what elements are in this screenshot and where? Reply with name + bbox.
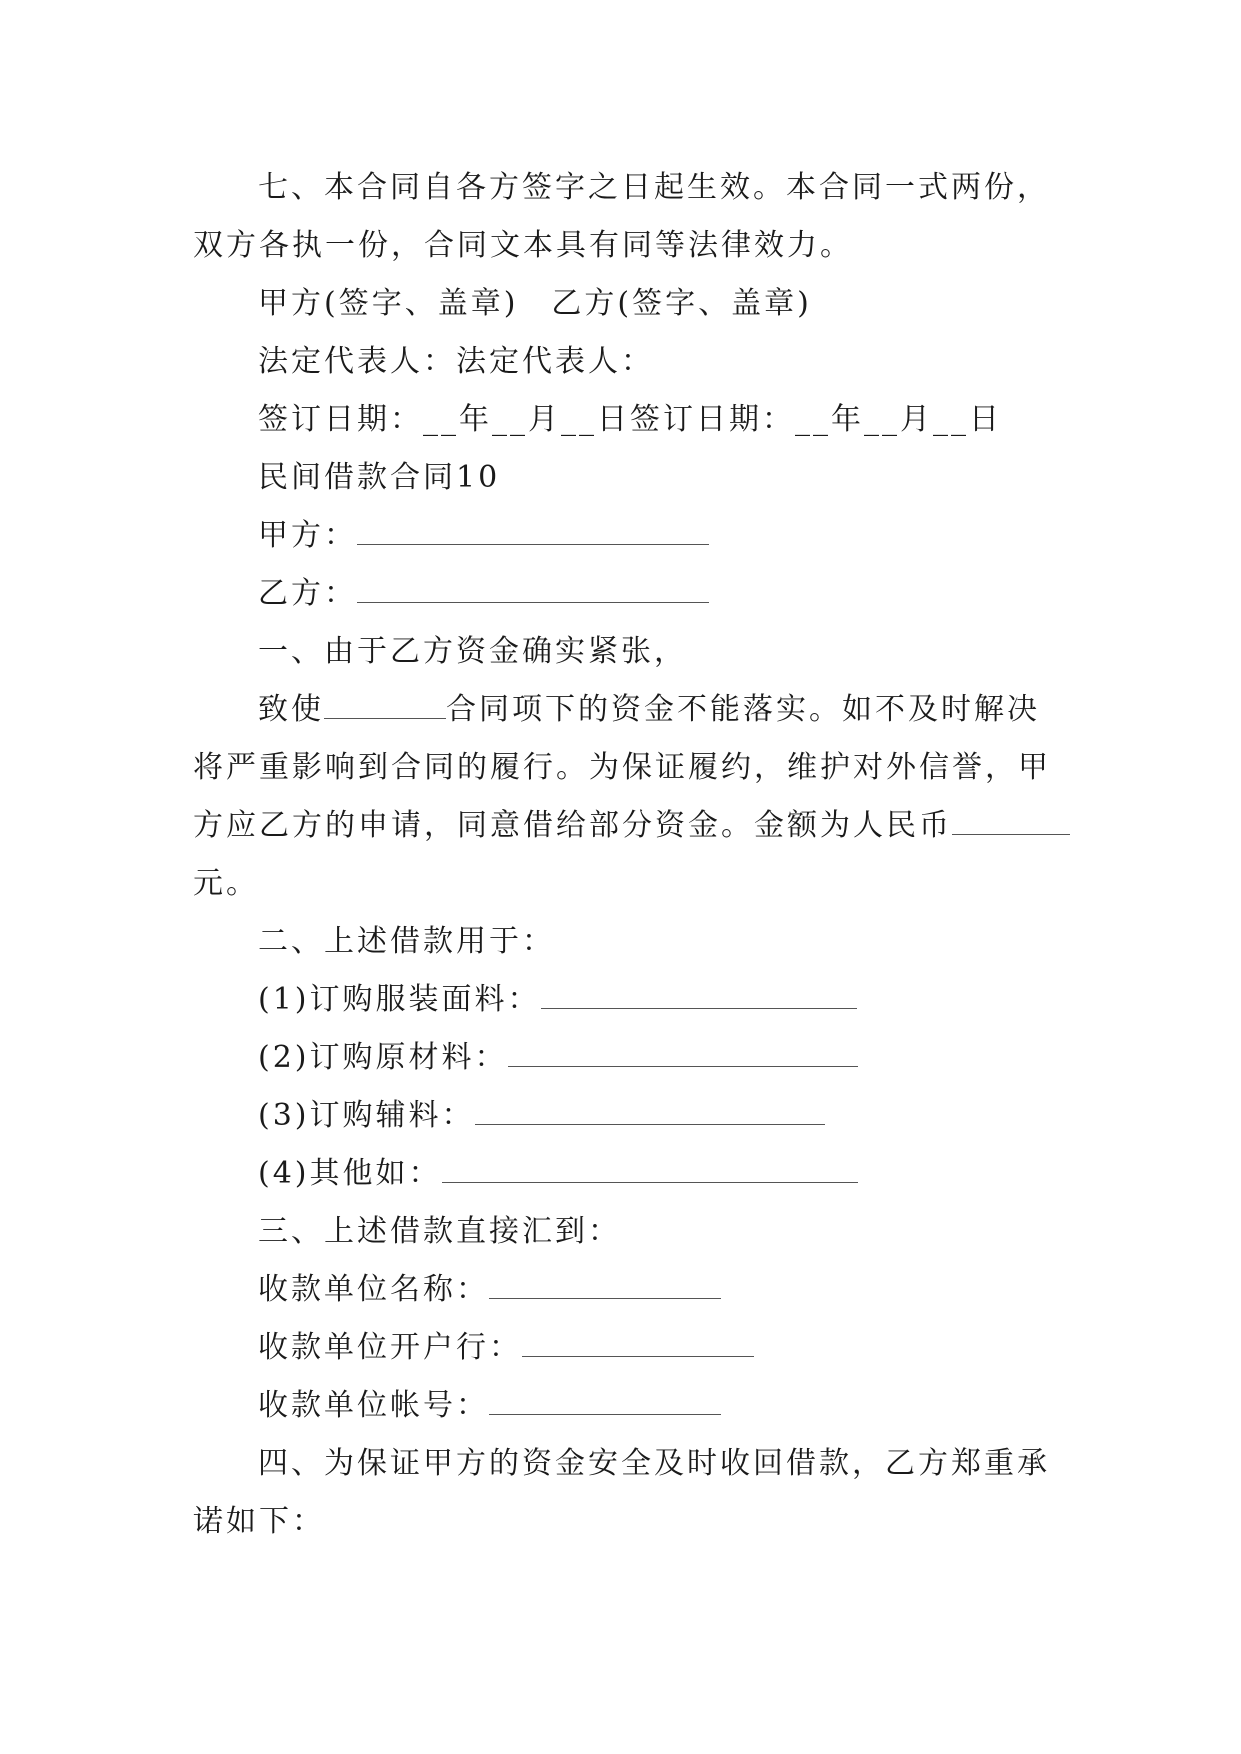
use-3-label: (3)订购辅料： <box>258 1098 475 1133</box>
payee-account-label: 收款单位帐号： <box>258 1388 489 1423</box>
party-a-label: 甲方： <box>258 518 357 553</box>
signature-parties: 甲方(签字、盖章) 乙方(签字、盖章) <box>258 286 812 321</box>
contract-title: 民间借款合同10 <box>258 460 501 495</box>
clause-1-line-1: 一、由于乙方资金确实紧张， <box>258 634 687 669</box>
party-b-label: 乙方： <box>258 576 357 611</box>
party-b-row <box>258 574 709 614</box>
clause-1-suffix: 合同项下的资金不能落实。如不及时解决 <box>446 692 1040 727</box>
use-1-blank <box>541 982 857 1009</box>
payee-name-row <box>258 1270 721 1310</box>
use-2-label: (2)订购原材料： <box>258 1040 508 1075</box>
use-1-row <box>258 980 857 1020</box>
use-3-blank <box>475 1098 825 1125</box>
use-4-blank <box>442 1156 858 1183</box>
signing-dates: 签订日期：__年__月__日签订日期：__年__月__日 <box>258 402 1002 437</box>
use-4-row <box>258 1154 858 1194</box>
party-a-row <box>258 516 709 556</box>
use-3-row <box>258 1096 825 1136</box>
party-b-blank <box>357 576 709 603</box>
clause-7-line-2: 双方各执一份，合同文本具有同等法律效力。 <box>193 228 853 263</box>
clause-1-amount-text: 方应乙方的申请，同意借给部分资金。金额为人民币 <box>193 808 952 843</box>
payee-bank-row <box>258 1328 754 1368</box>
party-a-blank <box>357 518 709 545</box>
payee-bank-blank <box>522 1330 754 1357</box>
clause-3-title: 三、上述借款直接汇到： <box>258 1214 621 1249</box>
legal-representatives: 法定代表人：法定代表人： <box>258 344 654 379</box>
payee-name-blank <box>489 1272 721 1299</box>
amount-blank <box>952 808 1070 835</box>
clause-1-blank <box>324 692 446 719</box>
clause-1-prefix: 致使 <box>258 692 324 727</box>
clause-1-line-2 <box>258 690 1040 730</box>
payee-name-label: 收款单位名称： <box>258 1272 489 1307</box>
clause-2-title: 二、上述借款用于： <box>258 924 555 959</box>
clause-1-line-5: 元。 <box>193 866 259 901</box>
clause-1-line-3: 将严重影响到合同的履行。为保证履约，维护对外信誉，甲 <box>193 750 1051 785</box>
use-2-blank <box>508 1040 858 1067</box>
use-2-row <box>258 1038 858 1078</box>
clause-4-line-2: 诺如下： <box>193 1504 325 1539</box>
clause-1-line-4 <box>193 806 1070 846</box>
payee-account-blank <box>489 1388 721 1415</box>
clause-7-line-1: 七、本合同自各方签字之日起生效。本合同一式两份， <box>258 170 1050 205</box>
clause-4-line-1: 四、为保证甲方的资金安全及时收回借款，乙方郑重承 <box>258 1446 1050 1481</box>
use-4-label: (4)其他如： <box>258 1156 442 1191</box>
payee-bank-label: 收款单位开户行： <box>258 1330 522 1365</box>
use-1-label: (1)订购服装面料： <box>258 982 541 1017</box>
payee-account-row <box>258 1386 721 1426</box>
